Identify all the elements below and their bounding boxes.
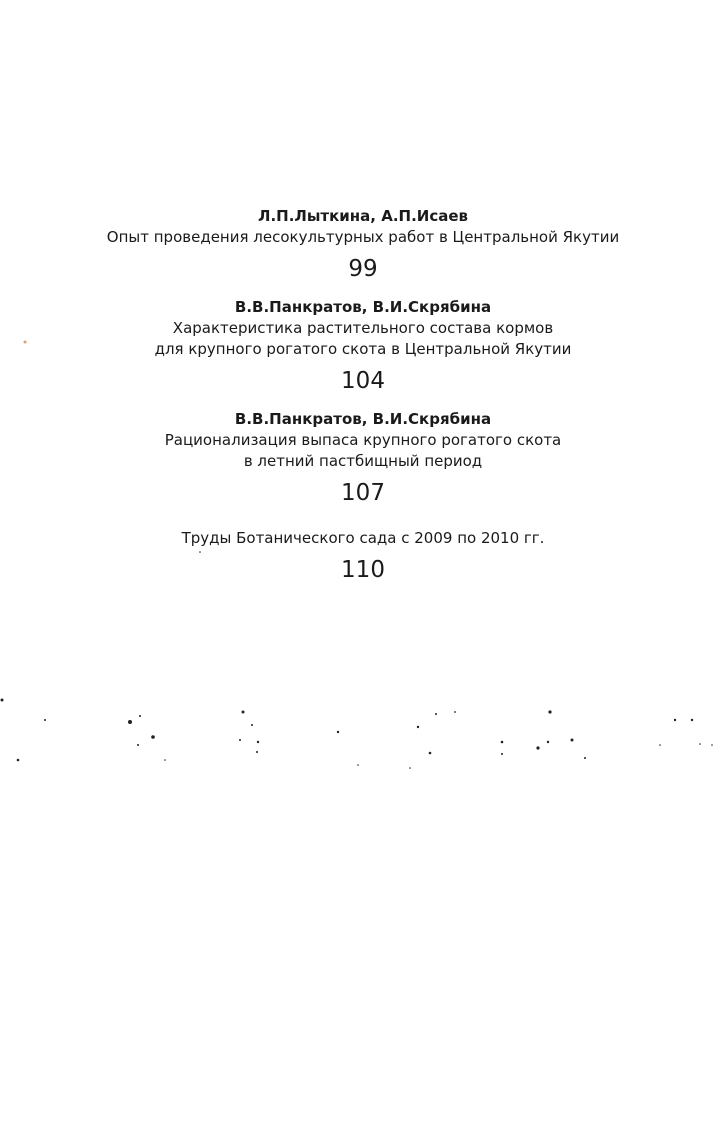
entry-page-number: 110	[341, 557, 385, 583]
entry-authors: В.В.Панкратов, В.И.Скрябина	[234, 298, 492, 316]
entry-title: Труды Ботанического сада с 2009 по 2010 гг.	[181, 529, 545, 547]
toc-entry	[0, 528, 726, 585]
entry-title: Рационализация выпаса крупного рогатого скота	[164, 431, 562, 449]
entry-title: Опыт проведения лесокультурных работ в Центральной Якутии	[106, 228, 620, 246]
entry-page-number: 104	[341, 368, 385, 394]
toc-entry	[0, 296, 726, 396]
entry-page-number: 99	[348, 256, 378, 282]
entry-title: для крупного рогатого скота в Центральной Якутии	[154, 340, 572, 358]
entry-title: в летний пастбищный период	[243, 452, 483, 470]
entry-authors: В.В.Панкратов, В.И.Скрябина	[234, 410, 492, 428]
entry-page-number: 107	[341, 480, 385, 506]
entry-title: Характеристика растительного состава кормов	[172, 319, 554, 337]
toc-entry	[0, 408, 726, 508]
table-of-contents	[0, 205, 726, 585]
toc-entry	[0, 205, 726, 284]
entry-authors: Л.П.Лыткина, А.П.Исаев	[257, 207, 468, 225]
